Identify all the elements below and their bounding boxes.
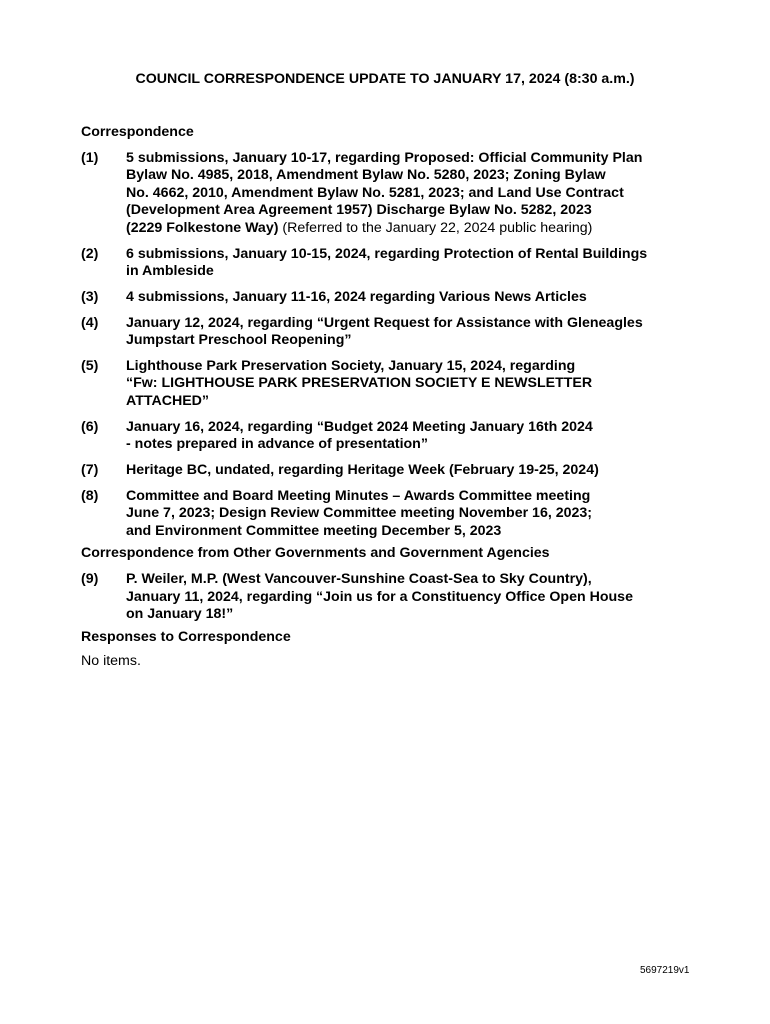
item-line: No. 4662, 2010, Amendment Bylaw No. 5281, 2023; and Land Use Contract bbox=[126, 184, 624, 201]
item-line: on January 18!” bbox=[126, 606, 234, 623]
list-item-7 bbox=[81, 462, 701, 479]
item-line: 4 submissions, January 11-16, 2024 regarding Various News Articles bbox=[126, 288, 587, 305]
item-line: - notes prepared in advance of presentation” bbox=[126, 436, 428, 453]
no-items-text: No items. bbox=[81, 653, 141, 670]
list-item-2 bbox=[81, 246, 701, 281]
item-number: (7) bbox=[81, 462, 99, 479]
referral-note: (Referred to the January 22, 2024 public hearing) bbox=[278, 219, 593, 236]
list-item-1 bbox=[81, 150, 701, 237]
item-number: (1) bbox=[81, 150, 99, 166]
item-line: June 7, 2023; Design Review Committee meeting November 16, 2023; bbox=[126, 505, 593, 522]
item-text bbox=[126, 419, 701, 454]
item-line: Bylaw No. 4985, 2018, Amendment Bylaw No. 5280, 2023; Zoning Bylaw bbox=[126, 167, 606, 184]
list-item-8 bbox=[81, 488, 701, 540]
item-line: January 16, 2024, regarding “Budget 2024 Meeting January 16th 2024 bbox=[126, 418, 593, 435]
item-line: P. Weiler, M.P. (West Vancouver-Sunshine Coast-Sea to Sky Country), bbox=[126, 571, 592, 588]
item-text bbox=[126, 289, 701, 306]
address-text: (2229 Folkestone Way) bbox=[126, 219, 279, 236]
item-line: Heritage BC, undated, regarding Heritage Week (February 19-25, 2024) bbox=[126, 462, 599, 479]
item-line: Lighthouse Park Preservation Society, January 15, 2024, regarding bbox=[126, 358, 576, 375]
list-item-4 bbox=[81, 315, 701, 350]
item-line: in Ambleside bbox=[126, 262, 214, 279]
item-line: ATTACHED” bbox=[126, 392, 210, 409]
list-item-3 bbox=[81, 289, 701, 306]
item-line: Committee and Board Meeting Minutes – Awards Committee meeting bbox=[126, 488, 591, 504]
item-line: 6 submissions, January 10-15, 2024, regarding Protection of Rental Buildings bbox=[126, 245, 648, 262]
page-title: COUNCIL CORRESPONDENCE UPDATE TO JANUARY 17, 2024 (8:30 a.m.) bbox=[135, 71, 635, 87]
list-item-6 bbox=[81, 419, 701, 454]
item-line: (Development Area Agreement 1957) Discharge Bylaw No. 5282, 2023 bbox=[126, 202, 592, 219]
list-item-5 bbox=[81, 358, 701, 410]
item-number: (9) bbox=[81, 571, 99, 588]
item-text bbox=[126, 358, 701, 410]
document-reference: 5697219v1 bbox=[640, 965, 690, 976]
list-item-9 bbox=[81, 571, 701, 623]
item-text bbox=[126, 150, 701, 237]
item-line: “Fw: LIGHTHOUSE PARK PRESERVATION SOCIETY E NEWSLETTER bbox=[126, 375, 593, 392]
item-text bbox=[126, 315, 701, 350]
item-text bbox=[126, 246, 701, 281]
item-number: (5) bbox=[81, 358, 99, 375]
item-line: Jumpstart Preschool Reopening” bbox=[126, 332, 352, 349]
item-line bbox=[126, 220, 701, 237]
item-text bbox=[126, 462, 701, 479]
document-body bbox=[81, 123, 701, 670]
item-line: January 11, 2024, regarding “Join us for a Constituency Office Open House bbox=[126, 588, 633, 605]
section-heading-responses: Responses to Correspondence bbox=[81, 629, 291, 646]
section-heading-correspondence: Correspondence bbox=[81, 124, 194, 140]
item-line: and Environment Committee meeting December 5, 2023 bbox=[126, 522, 502, 539]
item-number: (8) bbox=[81, 488, 99, 504]
item-number: (4) bbox=[81, 314, 99, 331]
item-text bbox=[126, 571, 701, 623]
item-number: (3) bbox=[81, 288, 99, 305]
item-text bbox=[126, 488, 701, 540]
item-line: January 12, 2024, regarding “Urgent Request for Assistance with Gleneagles bbox=[126, 314, 643, 331]
item-number: (6) bbox=[81, 418, 99, 435]
item-line: 5 submissions, January 10-17, regarding Proposed: Official Community Plan bbox=[126, 150, 643, 166]
item-number: (2) bbox=[81, 245, 99, 262]
section-heading-other-governments: Correspondence from Other Governments and Government Agencies bbox=[81, 545, 550, 562]
